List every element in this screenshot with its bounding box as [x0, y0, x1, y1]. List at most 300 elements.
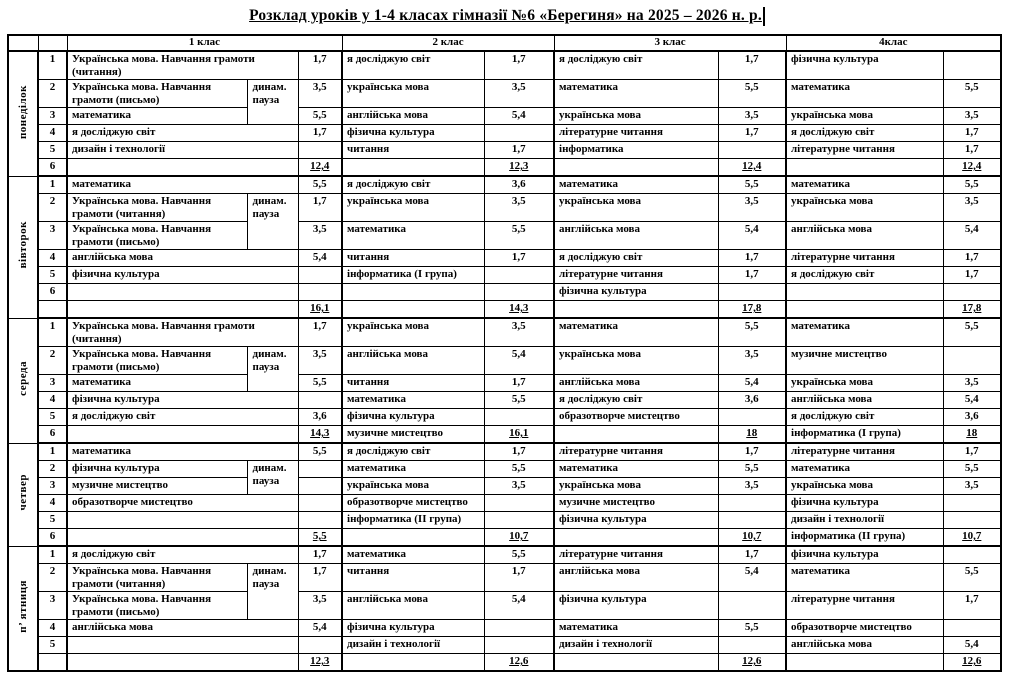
schedule-row	[8, 176, 1001, 194]
lesson-cell	[67, 301, 298, 319]
lesson-cell: дизайн і технології	[554, 637, 718, 654]
lesson-cell: я досліджую світ	[342, 51, 484, 80]
schedule-row	[8, 301, 1001, 319]
lesson-number-cell: 6	[38, 529, 67, 547]
schedule-row	[8, 637, 1001, 654]
day-cell	[8, 176, 38, 318]
hours-cell: 3,5	[943, 194, 1001, 222]
day-label: середа	[16, 361, 29, 396]
lesson-cell	[67, 637, 298, 654]
schedule-row	[8, 654, 1001, 672]
lesson-cell: математика	[67, 108, 247, 125]
hours-cell: 5,4	[298, 620, 342, 637]
lesson-cell: українська мова	[786, 194, 943, 222]
lesson-cell: я досліджую світ	[67, 125, 298, 142]
lesson-cell	[67, 529, 298, 547]
lesson-cell: математика	[554, 176, 718, 194]
lesson-cell: англійська мова	[554, 375, 718, 392]
hours-cell	[718, 592, 786, 620]
hours-cell: 1,7	[943, 142, 1001, 159]
hours-cell: 1,7	[484, 564, 554, 592]
hours-cell: 3,5	[298, 222, 342, 250]
hours-cell: 3,5	[484, 80, 554, 108]
hours-cell: 3,5	[298, 592, 342, 620]
lesson-cell: математика	[67, 375, 247, 392]
schedule-row	[8, 125, 1001, 142]
hours-cell: 12,4	[718, 159, 786, 177]
lesson-number-cell: 4	[38, 620, 67, 637]
lesson-cell	[786, 284, 943, 301]
lesson-cell	[554, 529, 718, 547]
hours-cell: 1,7	[718, 443, 786, 461]
lesson-cell: математика	[786, 176, 943, 194]
hours-cell: 3,5	[718, 347, 786, 375]
hours-cell	[718, 512, 786, 529]
lesson-cell: українська мова	[554, 347, 718, 375]
hours-cell: 5,4	[718, 375, 786, 392]
schedule-row	[8, 375, 1001, 392]
day-label: п’ ятниця	[16, 579, 29, 633]
lesson-cell: я досліджую світ	[786, 267, 943, 284]
schedule-row	[8, 495, 1001, 512]
lesson-cell: дизайн і технології	[786, 512, 943, 529]
lesson-cell: музичне мистецтво	[342, 426, 484, 444]
hours-cell: 14,3	[298, 426, 342, 444]
lesson-cell	[342, 654, 484, 672]
pause-cell: динам. пауза	[247, 347, 298, 392]
hours-cell	[943, 51, 1001, 80]
day-cell	[8, 546, 38, 671]
hours-cell: 3,5	[718, 108, 786, 125]
text-cursor-icon	[763, 7, 765, 26]
hours-cell: 5,5	[943, 176, 1001, 194]
hours-cell: 5,4	[484, 108, 554, 125]
lesson-number-cell: 5	[38, 637, 67, 654]
hours-cell: 17,8	[943, 301, 1001, 319]
hours-cell	[298, 637, 342, 654]
lesson-cell: українська мова	[786, 375, 943, 392]
lesson-cell	[786, 301, 943, 319]
hours-cell: 3,5	[484, 318, 554, 347]
hours-cell: 5,5	[943, 564, 1001, 592]
lesson-cell: Українська мова. Навчання грамоти (письмо)	[67, 347, 247, 375]
lesson-cell: українська мова	[786, 108, 943, 125]
lesson-cell: образотворче мистецтво	[342, 495, 484, 512]
lesson-cell: образотворче мистецтво	[67, 495, 298, 512]
lesson-cell	[342, 529, 484, 547]
hours-cell: 1,7	[298, 51, 342, 80]
hours-cell: 5,5	[298, 176, 342, 194]
schedule-row	[8, 222, 1001, 250]
hours-cell: 3,5	[298, 80, 342, 108]
lesson-number-cell: 4	[38, 125, 67, 142]
schedule-row	[8, 267, 1001, 284]
lesson-cell: Українська мова. Навчання грамоти (письмо)	[67, 222, 247, 250]
hours-cell	[943, 546, 1001, 564]
lesson-cell: фізична культура	[554, 512, 718, 529]
lesson-number-column-header	[38, 35, 67, 51]
lesson-number-cell: 3	[38, 222, 67, 250]
lesson-cell: українська мова	[342, 80, 484, 108]
lesson-cell: я досліджую світ	[786, 409, 943, 426]
hours-cell: 12,3	[484, 159, 554, 177]
hours-cell: 5,4	[718, 564, 786, 592]
hours-cell: 12,3	[298, 654, 342, 672]
hours-cell	[298, 284, 342, 301]
schedule-row	[8, 409, 1001, 426]
hours-cell: 3,5	[718, 194, 786, 222]
pause-cell: динам. пауза	[247, 461, 298, 495]
lesson-cell	[554, 654, 718, 672]
lesson-cell: я досліджую світ	[342, 443, 484, 461]
hours-cell: 12,4	[298, 159, 342, 177]
lesson-cell: математика	[786, 80, 943, 108]
lesson-cell	[786, 654, 943, 672]
hours-cell: 5,5	[943, 461, 1001, 478]
class-2-header: 2 клас	[342, 35, 554, 51]
lesson-cell: образотворче мистецтво	[786, 620, 943, 637]
lesson-cell: українська мова	[554, 194, 718, 222]
lesson-cell	[67, 654, 298, 672]
lesson-cell: інформатика (І група)	[342, 267, 484, 284]
lesson-number-cell: 1	[38, 176, 67, 194]
lesson-cell: українська мова	[554, 108, 718, 125]
hours-cell	[298, 512, 342, 529]
pause-cell: динам. пауза	[247, 564, 298, 620]
hours-cell: 3,5	[484, 194, 554, 222]
hours-cell	[943, 620, 1001, 637]
lesson-cell: англійська мова	[67, 620, 298, 637]
hours-cell: 17,8	[718, 301, 786, 319]
hours-cell	[943, 495, 1001, 512]
lesson-cell: літературне читання	[786, 443, 943, 461]
lesson-cell: фізична культура	[67, 392, 298, 409]
hours-cell	[484, 409, 554, 426]
schedule-row	[8, 347, 1001, 375]
hours-cell: 5,4	[943, 222, 1001, 250]
lesson-cell: математика	[786, 461, 943, 478]
lesson-cell	[342, 159, 484, 177]
lesson-cell	[554, 301, 718, 319]
day-cell	[8, 443, 38, 546]
schedule-row	[8, 592, 1001, 620]
lesson-cell: математика	[554, 80, 718, 108]
hours-cell: 5,4	[298, 250, 342, 267]
schedule-row	[8, 564, 1001, 592]
day-cell	[8, 51, 38, 176]
hours-cell: 5,5	[718, 461, 786, 478]
lesson-cell: українська мова	[342, 194, 484, 222]
hours-cell: 5,5	[718, 318, 786, 347]
lesson-cell	[342, 301, 484, 319]
hours-cell: 3,5	[484, 478, 554, 495]
hours-cell	[943, 347, 1001, 375]
hours-cell	[484, 495, 554, 512]
hours-cell	[484, 512, 554, 529]
schedule-row	[8, 478, 1001, 495]
lesson-cell: фізична культура	[786, 51, 943, 80]
lesson-cell: математика	[342, 461, 484, 478]
lesson-cell: дизайн і технології	[67, 142, 298, 159]
lesson-cell	[786, 159, 943, 177]
schedule-row	[8, 426, 1001, 444]
hours-cell: 3,5	[943, 478, 1001, 495]
lesson-cell: літературне читання	[554, 267, 718, 284]
lesson-cell: математика	[67, 176, 298, 194]
lesson-cell: я досліджую світ	[67, 409, 298, 426]
hours-cell	[298, 392, 342, 409]
hours-cell: 5,5	[943, 318, 1001, 347]
schedule-row	[8, 80, 1001, 108]
schedule-row	[8, 51, 1001, 80]
lesson-cell: фізична культура	[554, 284, 718, 301]
lesson-cell: українська мова	[342, 478, 484, 495]
lesson-cell: фізична культура	[786, 546, 943, 564]
lesson-number-cell: 5	[38, 409, 67, 426]
hours-cell: 5,5	[718, 80, 786, 108]
hours-cell: 18	[718, 426, 786, 444]
hours-cell: 1,7	[298, 546, 342, 564]
hours-cell: 5,4	[484, 592, 554, 620]
lesson-cell: музичне мистецтво	[554, 495, 718, 512]
hours-cell: 5,5	[298, 443, 342, 461]
lesson-cell: музичне мистецтво	[786, 347, 943, 375]
hours-cell: 18	[943, 426, 1001, 444]
hours-cell	[298, 267, 342, 284]
lesson-cell: англійська мова	[554, 222, 718, 250]
lesson-cell: фізична культура	[67, 461, 247, 478]
hours-cell: 5,5	[943, 80, 1001, 108]
lesson-cell: літературне читання	[786, 142, 943, 159]
lesson-number-cell: 1	[38, 318, 67, 347]
lesson-number-cell: 4	[38, 250, 67, 267]
lesson-number-cell: 2	[38, 461, 67, 478]
schedule-row	[8, 529, 1001, 547]
hours-cell	[484, 267, 554, 284]
hours-cell	[484, 620, 554, 637]
hours-cell	[298, 478, 342, 495]
hours-cell: 1,7	[298, 318, 342, 347]
hours-cell	[298, 142, 342, 159]
hours-cell: 1,7	[943, 443, 1001, 461]
class-3-header: 3 клас	[554, 35, 786, 51]
hours-cell: 5,5	[484, 392, 554, 409]
lesson-cell	[554, 159, 718, 177]
lesson-number-cell: 4	[38, 495, 67, 512]
lesson-cell: дизайн і технології	[342, 637, 484, 654]
hours-cell: 5,5	[484, 222, 554, 250]
schedule-row	[8, 461, 1001, 478]
day-label: понеділок	[16, 84, 29, 139]
day-label: вівторок	[16, 221, 29, 269]
lesson-cell: музичне мистецтво	[67, 478, 247, 495]
hours-cell: 1,7	[943, 250, 1001, 267]
schedule-table	[7, 34, 1002, 672]
hours-cell: 3,5	[298, 347, 342, 375]
lesson-cell: я досліджую світ	[342, 176, 484, 194]
hours-cell	[943, 512, 1001, 529]
hours-cell: 1,7	[718, 250, 786, 267]
lesson-cell: українська мова	[554, 478, 718, 495]
hours-cell	[943, 284, 1001, 301]
lesson-cell: я досліджую світ	[67, 546, 298, 564]
lesson-number-cell: 3	[38, 108, 67, 125]
lesson-cell: англійська мова	[67, 250, 298, 267]
hours-cell: 1,7	[484, 250, 554, 267]
lesson-cell: інформатика	[554, 142, 718, 159]
day-label: четвер	[16, 474, 29, 511]
hours-cell: 12,4	[943, 159, 1001, 177]
lesson-cell: читання	[342, 250, 484, 267]
lesson-cell: українська мова	[342, 318, 484, 347]
hours-cell: 1,7	[718, 546, 786, 564]
class-4-header: 4клас	[786, 35, 1001, 51]
lesson-cell: я досліджую світ	[554, 250, 718, 267]
day-cell	[8, 318, 38, 443]
hours-cell: 1,7	[943, 592, 1001, 620]
lesson-cell: читання	[342, 142, 484, 159]
title-row	[0, 7, 1014, 31]
hours-cell: 3,5	[943, 375, 1001, 392]
schedule-row	[8, 546, 1001, 564]
hours-cell: 16,1	[484, 426, 554, 444]
hours-cell	[718, 284, 786, 301]
schedule-row	[8, 443, 1001, 461]
lesson-number-cell: 6	[38, 426, 67, 444]
day-column-header	[8, 35, 38, 51]
header-row	[8, 35, 1001, 51]
schedule-row	[8, 250, 1001, 267]
lesson-cell: Українська мова. Навчання грамоти (читання)	[67, 194, 247, 222]
lesson-cell: англійська мова	[786, 392, 943, 409]
lesson-number-cell: 2	[38, 564, 67, 592]
hours-cell: 5,5	[298, 375, 342, 392]
lesson-number-cell: 1	[38, 546, 67, 564]
lesson-cell: англійська мова	[786, 637, 943, 654]
lesson-cell: літературне читання	[786, 592, 943, 620]
hours-cell: 5,5	[484, 546, 554, 564]
lesson-number-cell: 2	[38, 347, 67, 375]
hours-cell	[484, 284, 554, 301]
hours-cell	[298, 461, 342, 478]
lesson-cell: інформатика (ІІ група)	[786, 529, 943, 547]
hours-cell: 5,5	[484, 461, 554, 478]
hours-cell: 1,7	[943, 267, 1001, 284]
lesson-number-cell: 5	[38, 512, 67, 529]
hours-cell: 5,5	[718, 176, 786, 194]
lesson-cell: фізична культура	[342, 620, 484, 637]
lesson-cell: літературне читання	[554, 125, 718, 142]
lesson-cell: англійська мова	[786, 222, 943, 250]
hours-cell: 5,5	[718, 620, 786, 637]
page-title: Розклад уроків у 1-4 класах гімназії №6 «Берегиня» на 2025 – 2026 н. р.	[249, 7, 762, 25]
hours-cell: 1,7	[484, 51, 554, 80]
lesson-cell: математика	[342, 546, 484, 564]
hours-cell: 3,6	[718, 392, 786, 409]
lesson-number-cell: 1	[38, 443, 67, 461]
lesson-cell: англійська мова	[342, 347, 484, 375]
hours-cell	[484, 125, 554, 142]
lesson-cell: Українська мова. Навчання грамоти (читання)	[67, 318, 298, 347]
lesson-cell: образотворче мистецтво	[554, 409, 718, 426]
schedule-row	[8, 318, 1001, 347]
lesson-cell: літературне читання	[554, 443, 718, 461]
lesson-cell: англійська мова	[342, 108, 484, 125]
lesson-cell: я досліджую світ	[554, 392, 718, 409]
lesson-number-cell: 2	[38, 80, 67, 108]
hours-cell: 14,3	[484, 301, 554, 319]
hours-cell: 1,7	[298, 194, 342, 222]
lesson-cell: фізична культура	[554, 592, 718, 620]
lesson-number-cell: 6	[38, 284, 67, 301]
hours-cell: 5,5	[298, 529, 342, 547]
hours-cell: 1,7	[298, 125, 342, 142]
lesson-number-cell	[38, 301, 67, 319]
hours-cell	[718, 637, 786, 654]
pause-cell: динам. пауза	[247, 80, 298, 125]
pause-cell: динам. пауза	[247, 194, 298, 250]
class-1-header: 1 клас	[67, 35, 342, 51]
schedule-row	[8, 392, 1001, 409]
hours-cell: 1,7	[484, 443, 554, 461]
lesson-cell: англійська мова	[554, 564, 718, 592]
schedule-row	[8, 108, 1001, 125]
hours-cell	[718, 409, 786, 426]
lesson-cell: математика	[786, 564, 943, 592]
lesson-number-cell: 2	[38, 194, 67, 222]
lesson-number-cell: 5	[38, 267, 67, 284]
lesson-cell	[67, 512, 298, 529]
hours-cell: 3,5	[943, 108, 1001, 125]
lesson-cell: інформатика (ІІ група)	[342, 512, 484, 529]
hours-cell: 5,4	[943, 637, 1001, 654]
schedule-row	[8, 194, 1001, 222]
hours-cell: 5,5	[298, 108, 342, 125]
lesson-cell: літературне читання	[786, 250, 943, 267]
lesson-number-cell: 3	[38, 375, 67, 392]
hours-cell: 3,5	[718, 478, 786, 495]
hours-cell: 1,7	[943, 125, 1001, 142]
lesson-cell: інформатика (І група)	[786, 426, 943, 444]
hours-cell: 12,6	[943, 654, 1001, 672]
lesson-cell: англійська мова	[342, 592, 484, 620]
hours-cell: 10,7	[484, 529, 554, 547]
schedule-row	[8, 142, 1001, 159]
lesson-number-cell: 3	[38, 592, 67, 620]
hours-cell: 1,7	[484, 142, 554, 159]
lesson-cell: літературне читання	[554, 546, 718, 564]
lesson-cell: фізична культура	[342, 125, 484, 142]
lesson-cell: математика	[786, 318, 943, 347]
hours-cell: 5,4	[718, 222, 786, 250]
lesson-cell: математика	[554, 620, 718, 637]
hours-cell	[718, 495, 786, 512]
hours-cell: 1,7	[718, 267, 786, 284]
lesson-cell: математика	[554, 318, 718, 347]
lesson-cell: фізична культура	[786, 495, 943, 512]
hours-cell: 1,7	[484, 375, 554, 392]
lesson-number-cell: 4	[38, 392, 67, 409]
lesson-cell	[67, 159, 298, 177]
lesson-cell: математика	[554, 461, 718, 478]
hours-cell: 5,4	[943, 392, 1001, 409]
lesson-number-cell: 5	[38, 142, 67, 159]
hours-cell: 3,6	[484, 176, 554, 194]
lesson-cell: математика	[67, 443, 298, 461]
schedule-row	[8, 620, 1001, 637]
lesson-cell	[67, 284, 298, 301]
lesson-cell: фізична культура	[67, 267, 298, 284]
